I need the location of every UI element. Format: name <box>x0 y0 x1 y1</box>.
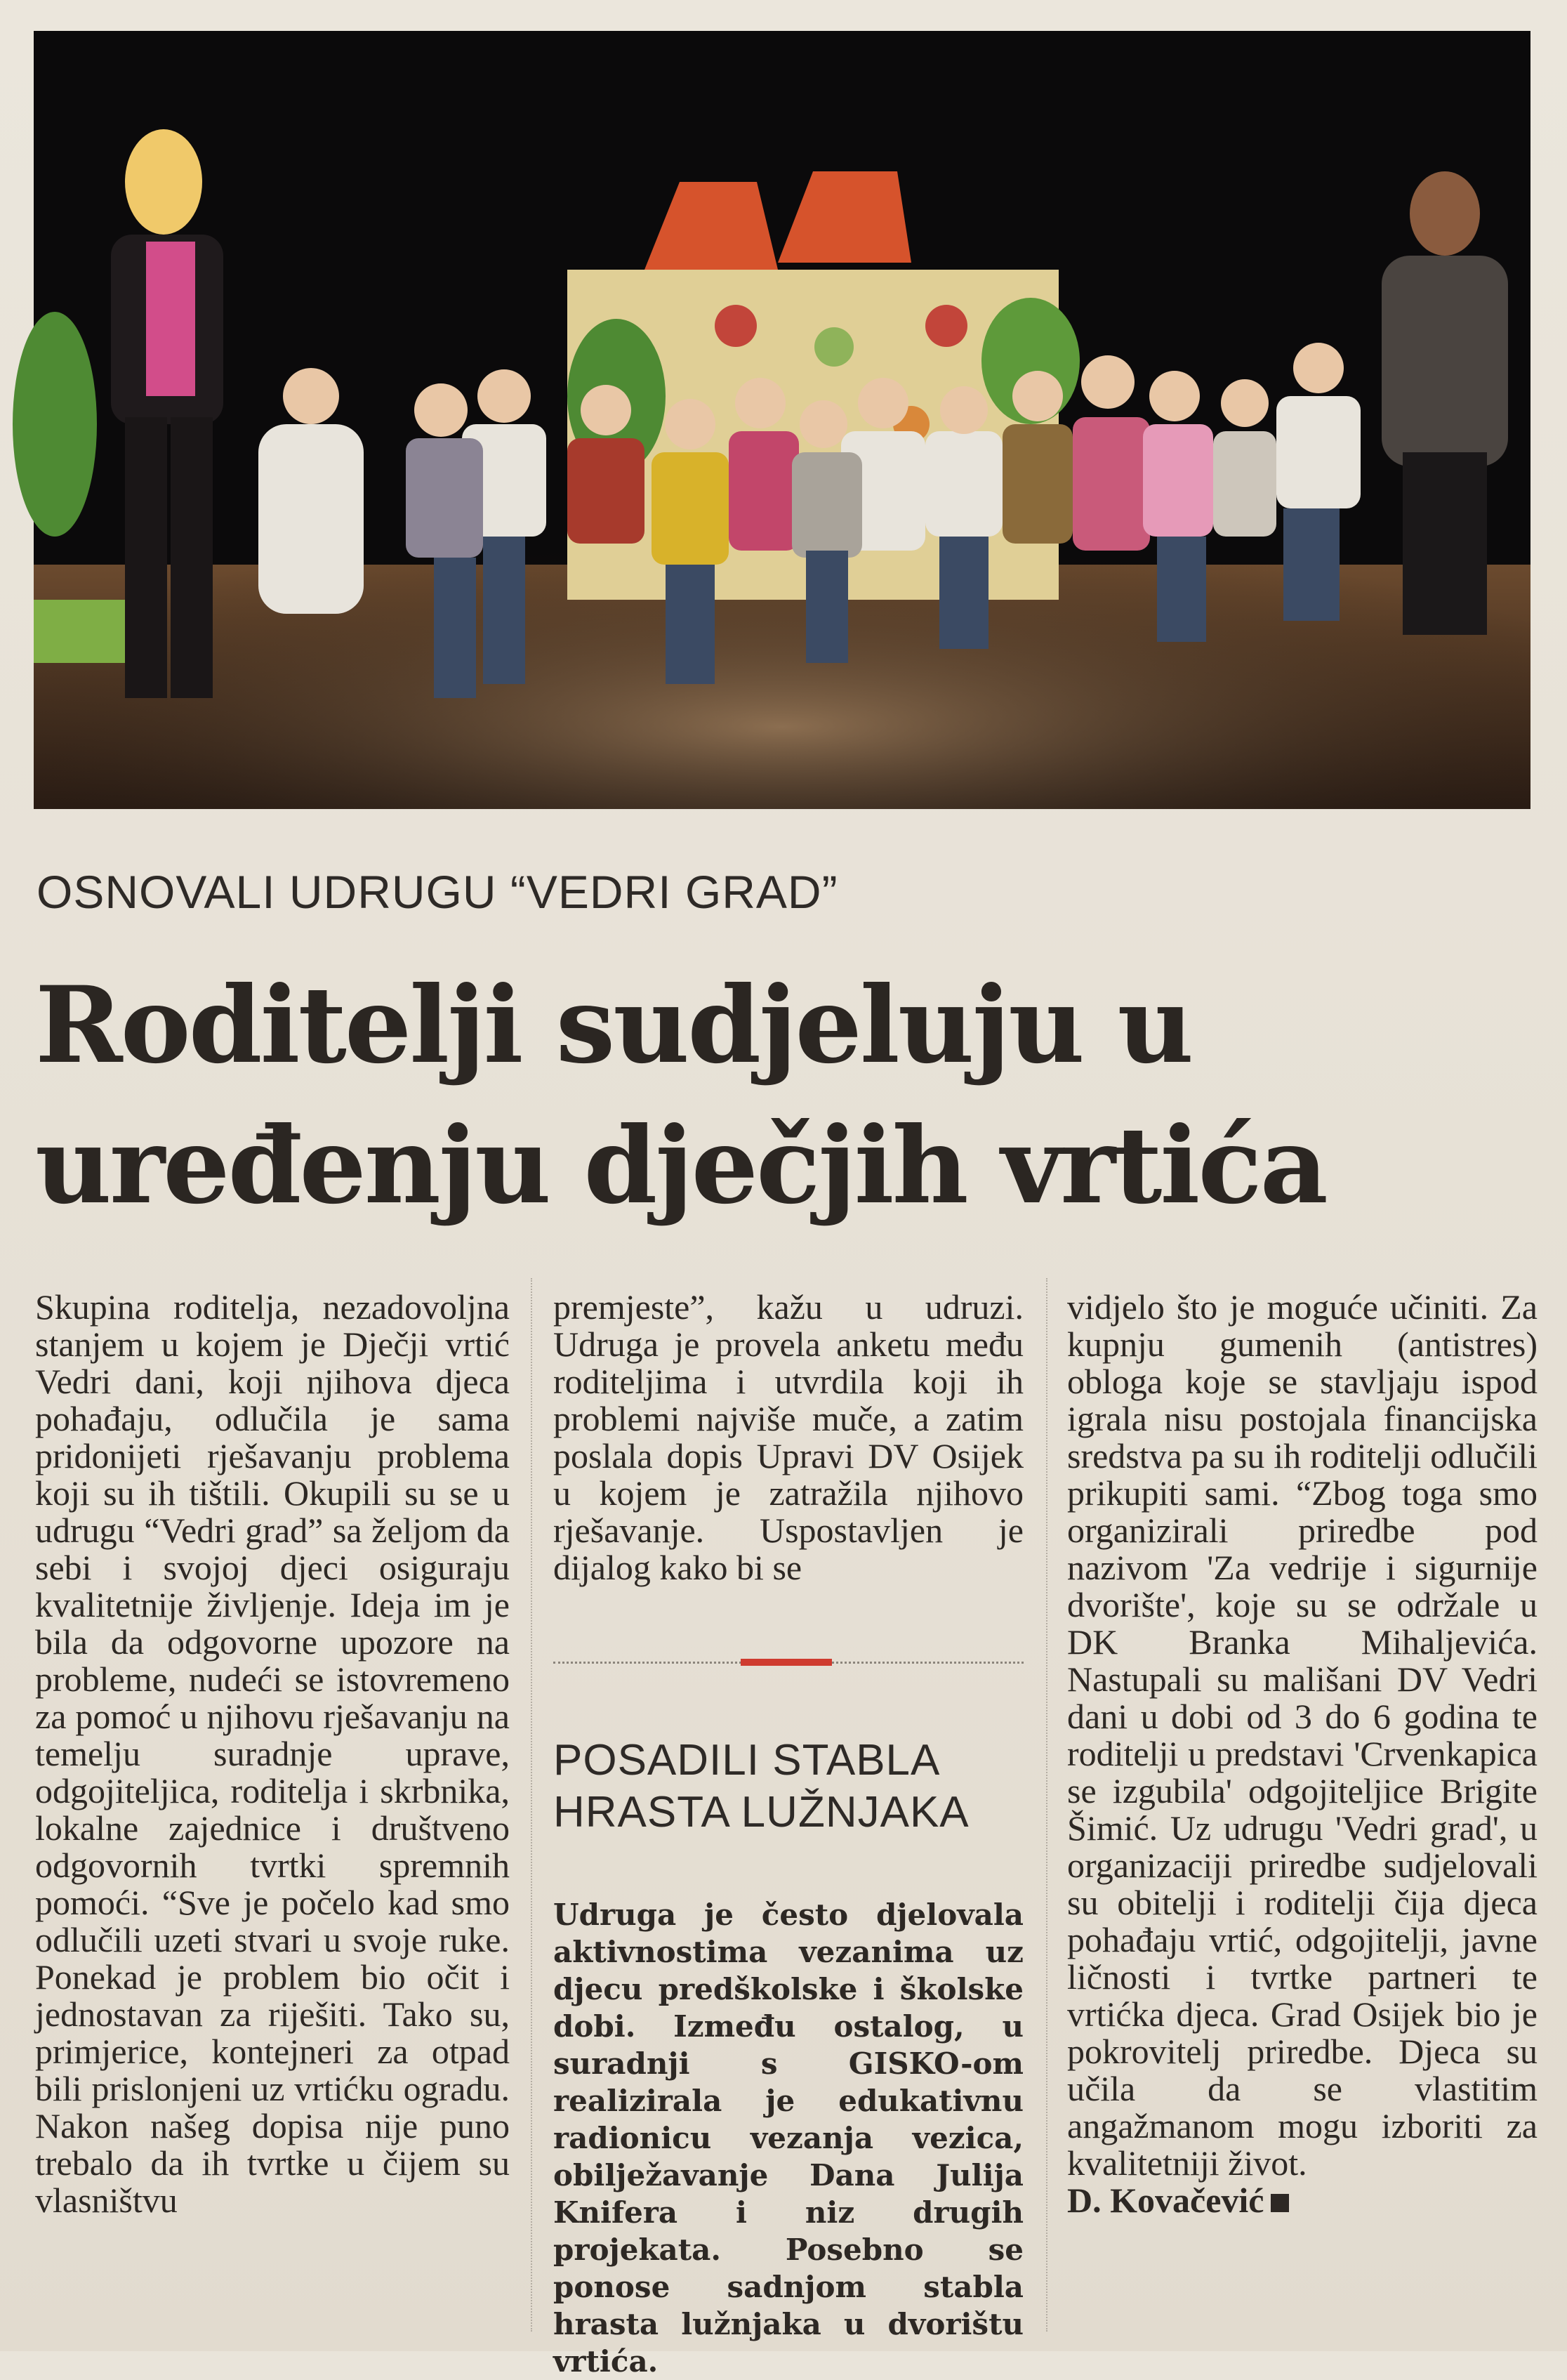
column-2-text: premjeste”, kažu u udruzi. Udruga je provela anketu među roditeljima i utvrdila koji ih problemi najviše muče, a zatim poslala dopis Upravi DV Osijek u kojem je zatražila njihovo rješavanje. Uspostavljen je dijalog kako bi se <box>553 1287 1024 1587</box>
article-column-1 <box>35 1289 510 2219</box>
column-3-text: vidjelo što je moguće učiniti. Za kupnju gumenih (antistres) obloga koje se stavljaju ispod igrala nisu postojala financijska sredstva pa su ih roditelji odlučili prikupiti sami. “Zbog toga smo organizirali priredbe pod nazivom 'Za vedrije i sigurnije dvorište', koje su se održale u DK Branka Mihaljevića. Nastupali su mališani DV Vedri dani u dobi od 3 do 6 godina te roditelji u predstavi 'Crvenkapica se izgubila' odgojiteljice Brigite Šimić. Uz udrugu 'Vedri grad', u organizaciji priredbe sudjelovali su obitelji i roditelji čija djeca pohađaju vrtić, odgojitelji, javne ličnosti i tvrtke partneri te vrtićka djeca. Grad Osijek bio je pokrovitelj priredbe. Djeca su učila da se vlastitim angažmanom mogu izboriti za kvalitetniji život. <box>1067 1287 1538 2183</box>
end-mark-icon <box>1271 2194 1289 2212</box>
article-photo <box>34 31 1530 809</box>
stage-photo-illustration <box>34 31 1530 809</box>
article-headline: Roditelji sudjeluju u uređenju dječjih vrtića <box>35 964 1326 1228</box>
article-column-3 <box>1067 1289 1538 2219</box>
divider-accent-bar <box>741 1659 832 1666</box>
article-column-2 <box>553 1289 1024 1586</box>
sidebar-lead <box>553 1896 1024 2380</box>
sidebar-subheading: POSADILI STABLA HRASTA LUŽNJAKA <box>553 1736 970 1836</box>
byline: D. Kovačević <box>1067 2181 1264 2220</box>
column-rule <box>531 1278 532 2332</box>
column-rule <box>1046 1278 1047 2332</box>
article-kicker: OSNOVALI UDRUGU “VEDRI GRAD” <box>37 866 838 918</box>
column-1-text: Skupina roditelja, nezadovoljna stanjem u kojem je Dječji vrtić Vedri dani, koji njihova djeca pohađaju, odlučila je sama pridonijeti rješavanju problema koji su ih tištili. Okupili su se u udrugu “Vedri grad” sa željom da sebi i svojoj djeci osiguraju kvalitetnije življenje. Ideja im je bila da odgovorne upozore na probleme, nudeći se istovremeno za pomoć u njihovu rješavanju na temelju suradnje uprave, odgojiteljica, roditelja i skrbnika, lokalne zajednice i društveno odgovornih tvrtki spremnih pomoći. “Sve je počelo kad smo odlučili uzeti stvari u svoje ruke. Ponekad je problem bio očit i jednostavan za riješiti. Tako su, primjerice, kontejneri za otpad bili prislonjeni uz vrtićku ogradu. Nakon našeg dopisa nije puno trebalo da ih tvrtke u čijem su vlasništvu <box>35 1287 510 2220</box>
sidebar-lead-text: Udruga je često djelovala aktivnostima vezanima uz djecu predškolske i školske dobi. Između ostalog, u suradnji s GISKO-om realizirala je edukativnu radionicu vezanja vezica, obilježavanje Dana Julija Knifera i niz drugih projekata. Posebno se ponose sadnjom stabla hrasta lužnjaka u dvorištu vrtića. <box>553 1898 1024 2379</box>
